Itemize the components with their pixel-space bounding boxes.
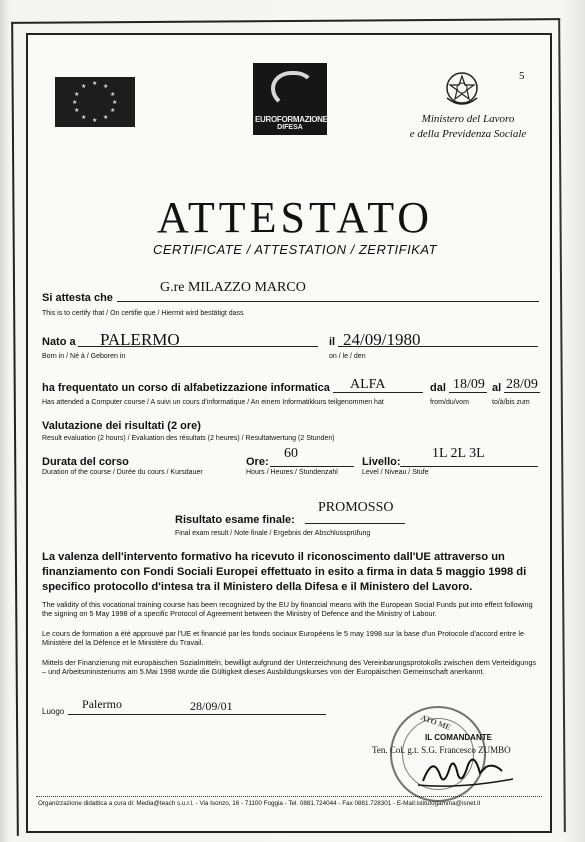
certificate-border: [26, 33, 552, 833]
risultato-label: Risultato esame finale:: [175, 514, 295, 526]
attesta-subtext: This is to certify that / On certifie que / Hiermit wird bestätigt dass: [42, 310, 244, 317]
euroformazione-difesa-logo: [253, 63, 327, 135]
course-value: ALFA: [350, 377, 386, 392]
luogo-value: Palermo: [82, 697, 122, 711]
al-label: al: [492, 382, 502, 394]
footer-divider: [36, 796, 542, 797]
french-paragraph: Le cours de formation a été approuvé par l'UE et financié par les fonds sociaux Européens le 5 may 1998 sur la base d'un Protocole d'accord entre le Ministère del la Défence et le Ministère du Travail.: [42, 629, 525, 647]
eu-flag-logo: ★ ★ ★ ★ ★ ★ ★ ★ ★ ★ ★ ★: [55, 77, 135, 127]
livello-label: Livello:: [362, 456, 401, 468]
al-subtext: to/à/bis zum: [492, 399, 530, 406]
al-value: 28/09: [506, 377, 538, 392]
commander-title: IL COMANDANTE: [425, 733, 492, 742]
risultato-line: [305, 523, 405, 524]
swirl-icon: [271, 71, 315, 109]
page-number: 5: [519, 70, 525, 82]
ore-subtext: Hours / Heures / Stundenzahl: [246, 469, 338, 476]
livello-line: [400, 466, 538, 467]
italian-republic-emblem-icon: [441, 68, 483, 110]
nato-subtext: Born in / Né à / Geboren in: [42, 353, 126, 360]
ministry-name: [388, 112, 548, 142]
english-paragraph: The validity of this vocational training course has been recognized by the EU by financial means with the European Social Funds put into effect following the signing on 5 May 1998 of a specific Protocol of Agreement between the Ministry of Defence and the Ministry of Labour.: [42, 600, 533, 618]
dal-subtext: from/du/vom: [430, 399, 469, 406]
name-line: [117, 301, 539, 302]
course-subtext: Has attended a Computer course / A suivi un cours d'informatique / An einem Informatikkurs teilgenommen hat: [42, 399, 384, 406]
il-label: il: [329, 336, 336, 348]
birthplace-value: PALERMO: [100, 330, 180, 349]
handwritten-signature-icon: [378, 745, 538, 795]
issue-date: 28/09/01: [190, 699, 233, 713]
ore-label: Ore:: [246, 456, 269, 468]
durata-subtext: Duration of the course / Durée du cours / Kursdauer: [42, 469, 203, 476]
ministry-line2: e della Previdenza Sociale: [409, 128, 527, 140]
birthdate-value: 24/09/1980: [343, 330, 421, 349]
risultato-subtext: Final exam result / Note finale / Ergebnis der Abschlussprüfung: [175, 530, 371, 537]
student-name: G.re MILAZZO MARCO: [160, 280, 306, 295]
ore-value: 60: [284, 446, 298, 461]
footer-text: Organizzazione didattica a cura di: Media@teach s.u.r.l. - Via Isonzo, 16 - 71100 Foggia - Tel. 0881.724044 - Fax 0881.728301 - E-Mail:istitutogamma@isnet.it: [38, 800, 481, 807]
ministry-line1: Ministero del Lavoro: [421, 113, 515, 125]
ore-line: [270, 466, 354, 467]
dal-label: dal: [430, 382, 446, 394]
course-label: ha frequentato un corso di alfabetizzazione informatica: [42, 382, 330, 394]
luogo-label: Luogo: [42, 707, 65, 716]
german-paragraph: Mittels der Finanzierung mit europäischen Sozialmitteln, bewilligt aufgrund der Unterzeichnung des Vereinbarungsprotokolls zwischen dem Verteidigungs – und Arbeitsministeriums am 5.Mai 1998 wurde die Gültigkeit dieses Ausbildungskurses von der Europäischen Gemeinschaft anerkannt.: [42, 658, 537, 676]
italian-paragraph: La valenza dell'intervento formativo ha ricevuto il riconoscimento dall'UE attraverso un finanziamento con Fondi Sociali Europei effettuato in esito a firma in data 5 maggio 1998 di specifico protocollo d'intesa tra il Ministero della Difesa e il Ministero del Lavoro.: [42, 551, 527, 593]
risultato-value: PROMOSSO: [318, 500, 394, 515]
durata-label: Durata del corso: [42, 456, 129, 468]
commander-name: Ten. Col. g.t. S.G. Francesco ZUMBO: [372, 745, 511, 755]
attesta-label: Si attesta che: [42, 292, 113, 304]
stamp-text: ATO ME: [419, 712, 453, 733]
livello-value: 1L 2L 3L: [432, 446, 485, 461]
il-subtext: on / le / den: [329, 353, 366, 360]
livello-subtext: Level / Niveau / Stufe: [362, 469, 429, 476]
dal-value: 18/09: [453, 377, 485, 392]
certificate-title: ATTESTATO: [156, 193, 434, 242]
luogo-line: [68, 714, 326, 715]
logo-text-line1: EUROFORMAZIONE: [255, 115, 328, 124]
valutazione-label: Valutazione dei risultati (2 ore): [42, 420, 201, 432]
valutazione-subtext: Result evaluation (2 hours) / Evaluation des résultats (2 heures) / Resultatwertung (2 Stunden): [42, 435, 335, 442]
logo-text-line2: DIFESA: [277, 124, 303, 131]
certificate-subtitle: CERTIFICATE / ATTESTATION / ZERTIFIKAT: [152, 242, 438, 257]
nato-label: Nato a: [42, 336, 76, 348]
